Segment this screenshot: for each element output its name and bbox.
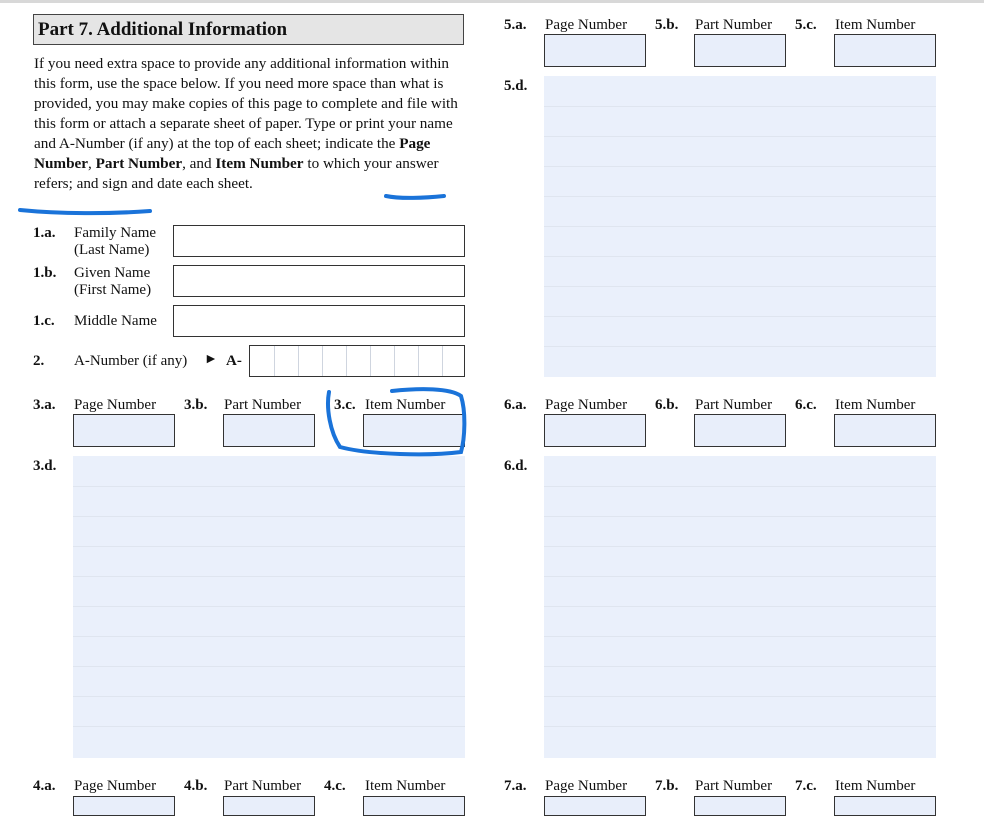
item-number-label-4c: Item Number [365,778,446,794]
part-number-label-6b: Part Number [695,397,773,413]
item-number-5d: 5.d. [504,78,528,94]
item-number-6a: 6.a. [504,397,527,413]
underline-annotation-sign [386,196,444,198]
item-number-4c: 4.c. [324,778,346,794]
a-number-label: A-Number (if any) [74,353,188,369]
a-number-prefix: A- [226,353,242,369]
page-number-label-5a: Page Number [545,17,628,33]
item-number-label-3c: Item Number [365,397,446,413]
part-number-label-5b: Part Number [695,17,773,33]
item-number-3b: 3.b. [184,397,208,413]
item-number-7b: 7.b. [655,778,679,794]
item-number-label-7c: Item Number [835,778,916,794]
item-number-1a: 1.a. [33,225,56,241]
instructions-bold-part-number: Part Number [95,155,183,172]
item-number-4b: 4.b. [184,778,208,794]
item-number-4a: 4.a. [33,778,56,794]
item-number-3a: 3.a. [33,397,56,413]
instructions-text-2: , [88,155,96,172]
middle-name-label: Middle Name [74,313,157,329]
item-number-6c: 6.c. [795,397,817,413]
underline-annotation-date [20,210,150,213]
item-number-label-6c: Item Number [835,397,916,413]
item-number-label-5c: Item Number [835,17,916,33]
instructions-text-3: , and [182,155,216,172]
page-number-label-6a: Page Number [545,397,628,413]
given-name-label: Given Name (First Name) [74,265,152,298]
instructions-bold-page-number: Page Number [34,135,431,172]
item-number-3c: 3.c. [334,397,356,413]
arrow-right-icon: ► [204,352,218,367]
part-number-label-7b: Part Number [695,778,773,794]
part-number-label-3b: Part Number [224,397,302,413]
instructions-bold-item-number: Item Number [215,155,304,172]
circle-annotation-item-number [328,389,464,454]
item-number-5b: 5.b. [655,17,679,33]
part-title: Part 7. Additional Information [38,19,288,40]
item-number-3d: 3.d. [33,458,57,474]
family-name-label: Family Name (Last Name) [74,225,157,258]
instructions-text-1: If you need extra space to provide any additional information within this form, use the space below. If you need more space than what is provided, you may make copies of this page to complete and file with this form or attach a separate sheet of paper. Type or print your name and A-Number (if any) at the top of each sheet; indicate the [34,55,458,152]
item-number-6d: 6.d. [504,458,528,474]
page-number-label-7a: Page Number [545,778,628,794]
item-number-5c: 5.c. [795,17,817,33]
item-number-7c: 7.c. [795,778,817,794]
part-number-label-4b: Part Number [224,778,302,794]
item-number-5a: 5.a. [504,17,527,33]
page-number-label-3a: Page Number [74,397,157,413]
item-number-1b: 1.b. [33,265,57,281]
item-number-6b: 6.b. [655,397,679,413]
instructions-text-4: to which your answer refers; and sign and date each sheet. [34,155,439,192]
item-number-7a: 7.a. [504,778,527,794]
item-number-2: 2. [33,353,45,369]
page-number-label-4a: Page Number [74,778,157,794]
item-number-1c: 1.c. [33,313,55,329]
